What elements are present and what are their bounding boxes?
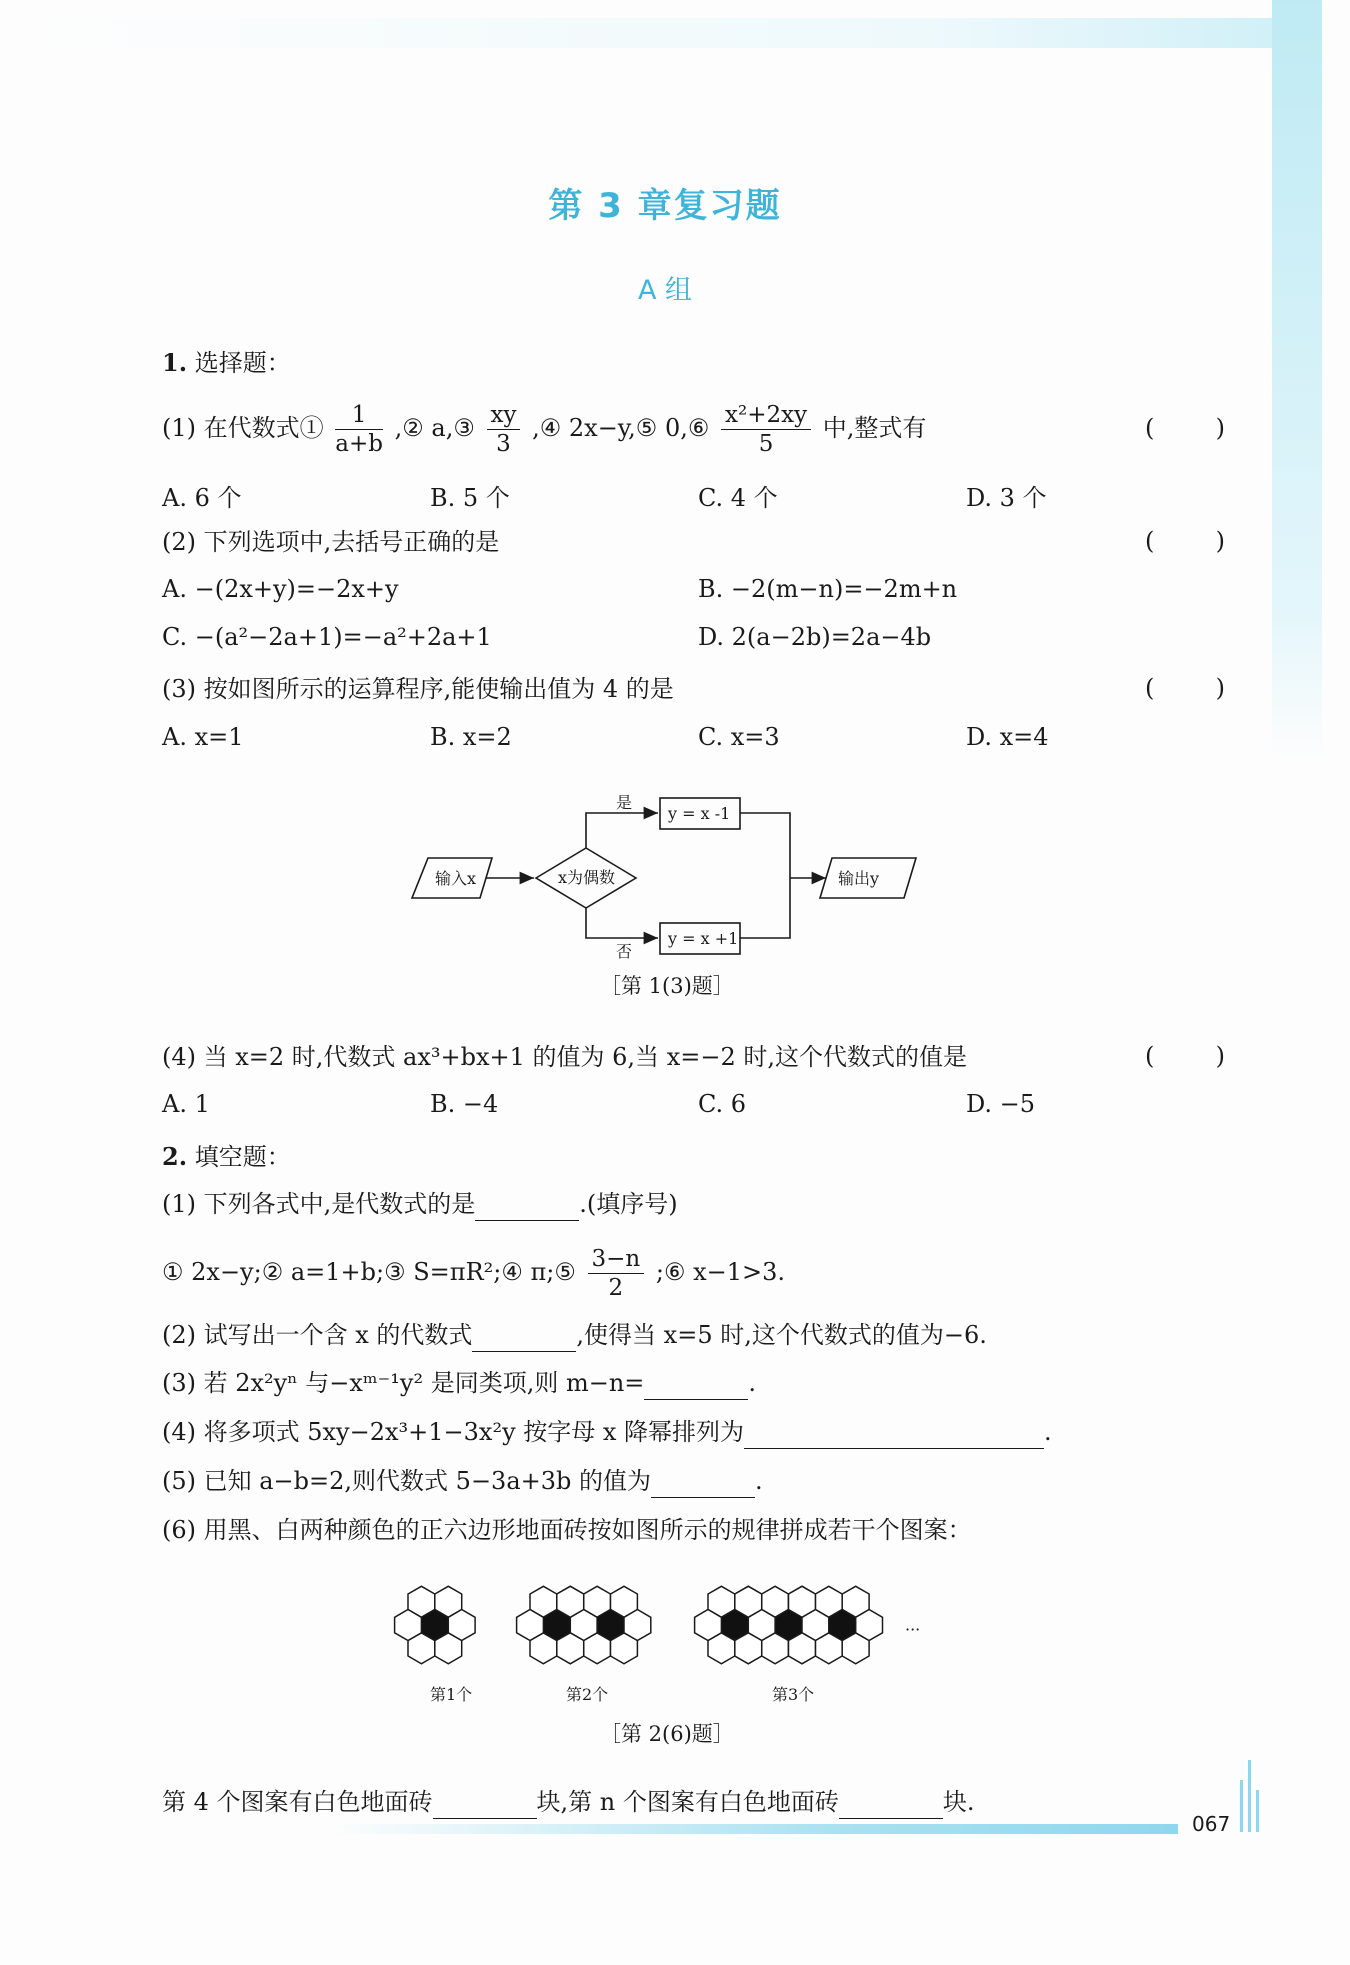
footer-decor-bar — [1256, 1790, 1259, 1832]
paren-open: ( — [1145, 674, 1155, 702]
fraction-3 — [721, 401, 811, 458]
figure-1-caption: ［第 1(3)题］ — [600, 974, 734, 998]
fraction-4-num: 3−n — [588, 1245, 645, 1274]
white-hex-tile — [624, 1610, 651, 1641]
q1-1-post: 中,整式有 — [822, 414, 927, 442]
flow-output-label: 输出y — [838, 869, 880, 888]
paren-close: ) — [1215, 527, 1225, 555]
q2-2-text-a: (2) 试写出一个含 x 的代数式 — [162, 1321, 473, 1349]
flow-bottom-box-label: y = x +1 — [668, 929, 739, 948]
final-text-b: 块,第 n 个图案有白色地面砖 — [536, 1788, 839, 1816]
answer-blank[interactable] — [744, 1422, 1044, 1449]
q2-2-stem — [162, 1318, 987, 1352]
q1-4-option-c: C. 6 — [698, 1090, 747, 1118]
paren-open: ( — [1145, 414, 1155, 442]
q2-1-stem — [162, 1187, 678, 1221]
fraction-2-den: 3 — [496, 431, 511, 457]
white-hex-tile — [695, 1610, 722, 1641]
answer-paren-1 — [1145, 414, 1225, 442]
q1-1-stem — [162, 398, 926, 458]
q1-2-option-a: A. −(2x+y)=−2x+y — [162, 575, 399, 603]
fraction-4-den: 2 — [608, 1275, 624, 1301]
answer-blank[interactable] — [433, 1792, 537, 1819]
fraction-1-num: 1 — [335, 401, 383, 430]
white-hex-tile — [557, 1633, 584, 1664]
fraction-3-den: 5 — [758, 431, 774, 457]
figure-2-caption: ［第 2(6)题］ — [600, 1722, 734, 1746]
hexagon-pattern-figure — [390, 1575, 950, 1715]
final-text-a: 第 4 个图案有白色地面砖 — [162, 1788, 433, 1816]
white-hex-tile — [557, 1586, 584, 1617]
footer-decor-rule — [330, 1824, 1178, 1834]
pattern-ellipsis: ··· — [905, 1620, 921, 1639]
q1-1-option-c: C. 4 个 — [698, 484, 778, 512]
q2-1-list — [162, 1242, 785, 1302]
q1-3-stem: (3) 按如图所示的运算程序,能使输出值为 4 的是 — [162, 675, 674, 703]
black-hex-tile — [421, 1610, 448, 1641]
q2-4-text-b: . — [1044, 1418, 1052, 1446]
white-hex-tile — [395, 1610, 422, 1641]
q1-1-mid1: ,② a,③ — [394, 414, 475, 442]
final-text-c: 块. — [942, 1788, 975, 1816]
paren-open: ( — [1145, 1042, 1155, 1070]
q2-6-stem: (6) 用黑、白两种颜色的正六边形地面砖按如图所示的规律拼成若干个图案： — [162, 1516, 972, 1544]
q1-3-option-c: C. x=3 — [698, 723, 780, 751]
answer-blank[interactable] — [651, 1471, 755, 1498]
q1-1-pre: (1) 在代数式① — [162, 414, 324, 442]
fraction-2-num: xy — [487, 401, 521, 430]
q1-heading-text: 选择题： — [194, 349, 291, 377]
q1-1-option-b: B. 5 个 — [430, 484, 510, 512]
white-hex-tile — [789, 1586, 816, 1617]
q2-5-text-b: . — [755, 1467, 763, 1495]
black-hex-tile — [829, 1610, 856, 1641]
fraction-2 — [487, 401, 521, 458]
pattern-label-3: 第3个 — [772, 1685, 815, 1704]
q2-5-stem — [162, 1464, 763, 1498]
q2-heading — [162, 1140, 291, 1174]
answer-blank[interactable] — [644, 1373, 748, 1400]
q1-3-option-a: A. x=1 — [162, 723, 244, 751]
q1-4-option-d: D. −5 — [966, 1090, 1036, 1118]
white-hex-tile — [735, 1633, 762, 1664]
merge-line — [740, 813, 790, 938]
fraction-3-num: x²+2xy — [721, 401, 811, 430]
q1-1-option-a: A. 6 个 — [162, 484, 242, 512]
answer-paren-3 — [1145, 674, 1225, 702]
q1-2-stem: (2) 下列选项中,去括号正确的是 — [162, 528, 500, 556]
q2-1-text-a: (1) 下列各式中,是代数式的是 — [162, 1190, 476, 1218]
paren-open: ( — [1145, 527, 1155, 555]
answer-paren-4 — [1145, 1042, 1225, 1070]
flow-top-box-label: y = x -1 — [668, 804, 731, 823]
q1-4-option-a: A. 1 — [162, 1090, 210, 1118]
q1-heading — [162, 346, 291, 380]
q1-2-option-d: D. 2(a−2b)=2a−4b — [698, 623, 932, 651]
q2-3-stem — [162, 1366, 756, 1400]
q1-3-option-d: D. x=4 — [966, 723, 1049, 751]
q2-3-text-a: (3) 若 2x²yⁿ 与−xᵐ⁻¹y² 是同类项,则 m−n= — [162, 1369, 645, 1397]
q1-2-option-b: B. −2(m−n)=−2m+n — [698, 575, 958, 603]
q1-2-option-c: C. −(a²−2a+1)=−a²+2a+1 — [162, 623, 492, 651]
q2-4-text-a: (4) 将多项式 5xy−2x³+1−3x²y 按字母 x 降幂排列为 — [162, 1418, 745, 1446]
top-decor-band — [20, 18, 1320, 48]
fraction-4 — [588, 1245, 645, 1302]
white-hex-tile — [789, 1633, 816, 1664]
footer-decor-bar — [1248, 1760, 1251, 1832]
q1-1-option-d: D. 3 个 — [966, 484, 1047, 512]
flow-yes-label: 是 — [616, 793, 633, 812]
q2-5-text-a: (5) 已知 a−b=2,则代数式 5−3a+3b 的值为 — [162, 1467, 651, 1495]
group-heading: A 组 — [637, 275, 693, 306]
chapter-title: 第 3 章复习题 — [548, 186, 782, 226]
q2-1-text-b: .(填序号) — [579, 1190, 678, 1218]
q1-1-mid2: ,④ 2x−y,⑤ 0,⑥ — [532, 414, 710, 442]
pattern-label-1: 第1个 — [430, 1685, 473, 1704]
black-hex-tile — [597, 1610, 624, 1641]
paren-close: ) — [1215, 674, 1225, 702]
flow-decision-label: x为偶数 — [558, 868, 616, 887]
paren-close: ) — [1215, 1042, 1225, 1070]
white-hex-tile — [735, 1586, 762, 1617]
q2-3-text-b: . — [748, 1369, 757, 1397]
q1-3-option-b: B. x=2 — [430, 723, 512, 751]
q2-1-list-a: ① 2x−y;② a=1+b;③ S=πR²;④ π;⑤ — [162, 1258, 576, 1286]
white-hex-tile — [856, 1610, 883, 1641]
flow-input-label: 输入x — [435, 869, 477, 888]
q2-4-stem — [162, 1415, 1052, 1449]
page-number: 067 — [1192, 1812, 1231, 1836]
flowchart-diagram — [400, 785, 940, 965]
answer-paren-2 — [1145, 527, 1225, 555]
q2-2-text-b: ,使得当 x=5 时,这个代数式的值为−6. — [576, 1321, 987, 1349]
arrow-yes — [586, 813, 658, 848]
q2-6-answer-line — [162, 1785, 975, 1819]
q2-1-list-b: ;⑥ x−1>3. — [655, 1258, 786, 1286]
arrow-no — [586, 908, 658, 938]
pattern-label-2: 第2个 — [566, 1685, 609, 1704]
fraction-1-den: a+b — [335, 431, 383, 457]
paren-close: ) — [1215, 414, 1225, 442]
side-decor-band — [1272, 0, 1322, 760]
answer-blank[interactable] — [475, 1194, 579, 1221]
q1-4-stem: (4) 当 x=2 时,代数式 ax³+bx+1 的值为 6,当 x=−2 时,这个代数式的值是 — [162, 1043, 967, 1071]
fraction-1 — [335, 401, 383, 458]
white-hex-tile — [448, 1610, 475, 1641]
q1-number: 1. — [162, 348, 188, 377]
q1-4-option-b: B. −4 — [430, 1090, 499, 1118]
flow-no-label: 否 — [616, 942, 633, 961]
answer-blank[interactable] — [839, 1792, 943, 1819]
footer-decor-bar — [1240, 1780, 1243, 1832]
q2-number: 2. — [162, 1142, 188, 1171]
answer-blank[interactable] — [472, 1325, 576, 1352]
q2-heading-text: 填空题： — [194, 1143, 291, 1171]
white-hex-tile — [517, 1610, 544, 1641]
